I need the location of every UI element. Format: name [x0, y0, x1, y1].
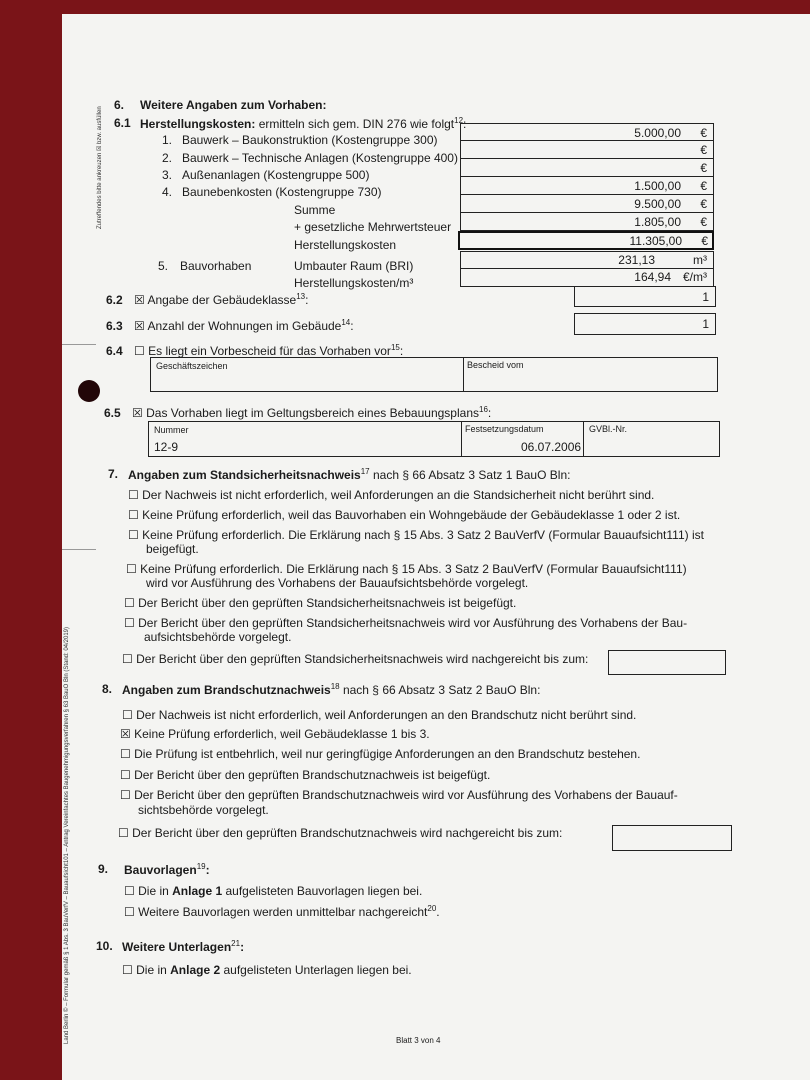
standsicherheit-option[interactable]: ☐ Der Bericht über den geprüften Standsicherheitsnachweis ist beigefügt.: [124, 596, 517, 610]
mwst-field[interactable]: 1.805,00 €: [460, 213, 714, 231]
section-6-5-number: 6.5: [104, 406, 121, 420]
section-6-1-title: Herstellungskosten: ermitteln sich gem. DIN 276 wie folgt$^{12}$:: [140, 116, 467, 131]
table-divider: [583, 422, 584, 456]
section-8-title: Angaben zum Brandschutznachweis$^{18}$ nach § 66 Absatz 3 Satz 2 BauO Bln:: [122, 682, 541, 697]
checkbox-checked: ☒: [134, 319, 145, 333]
checkbox-checked: ☒: [134, 293, 145, 307]
standsicherheit-option[interactable]: ☐ Keine Prüfung erforderlich, weil das Bauvorhaben ein Wohngebäude der Gebäudeklasse 1 oder 2 ist.: [128, 508, 681, 522]
table-divider: [461, 422, 462, 456]
checkbox-unchecked: ☐: [122, 963, 133, 977]
bebauungsplan-table: [148, 421, 720, 457]
standsicherheit-option[interactable]: ☐ Der Nachweis ist nicht erforderlich, weil Anforderungen an die Standsicherheit nicht berührt sind.: [128, 488, 655, 502]
section-7-title: Angaben zum Standsicherheitsnachweis$^{17}$ nach § 66 Absatz 3 Satz 1 BauO Bln:: [128, 467, 571, 482]
geschaeftszeichen-label: Geschäftszeichen: [156, 361, 228, 371]
unterlagen-option[interactable]: ☐ Die in Anlage 2 aufgelisteten Unterlagen liegen bei.: [122, 963, 412, 977]
brandschutz-option-cont: sichtsbehörde vorgelegt.: [138, 803, 269, 817]
bebauungsplan-checkbox-row[interactable]: ☒ Das Vorhaben liegt im Geltungsbereich eines Bebauungsplans$^{16}$:: [132, 405, 492, 420]
checkbox-checked: ☒: [120, 727, 131, 741]
bescheid-vom-label: Bescheid vom: [467, 360, 524, 370]
cost-item-number: 1.: [162, 133, 173, 147]
section-10-title: Weitere Unterlagen$^{21}$:: [122, 939, 245, 954]
cost-item-number: 2.: [162, 151, 173, 165]
checkbox-unchecked: ☐: [124, 884, 135, 898]
wohnungen-field[interactable]: 1: [574, 313, 716, 335]
checkbox-unchecked: ☐: [124, 905, 135, 919]
checkbox-unchecked: ☐: [134, 344, 145, 358]
checkbox-unchecked: ☐: [122, 652, 133, 666]
side-note-bottom: Land Berlin © – Formular gemäß § 1 Abs. 3 BauVerfV – Bauaufsicht101 – Antrag Vereinfachtes Baugenehmigungsverfahren § 63 BauO Bln (Stand: 04/2019): [64, 626, 70, 1044]
gebaeudeklasse-checkbox-row[interactable]: ☒ Angabe der Gebäudeklasse$^{13}$:: [134, 292, 309, 307]
checkbox-unchecked: ☐: [124, 616, 135, 630]
vorbescheid-checkbox-row[interactable]: ☐ Es liegt ein Vorbescheid für das Vorhaben vor$^{15}$:: [134, 343, 404, 358]
hk-per-m3-field[interactable]: 164,94 €/m³: [460, 269, 714, 287]
bri-label: Umbauter Raum (BRI): [294, 259, 414, 273]
section-6-number: 6.: [114, 98, 125, 112]
summe-field[interactable]: 9.500,00 €: [460, 195, 714, 213]
section-6-1-number: 6.1: [114, 116, 131, 130]
standsicherheit-date-field[interactable]: [608, 650, 726, 675]
brandschutz-option[interactable]: ☐ Der Bericht über den geprüften Brandschutznachweis wird nachgereicht bis zum:: [118, 826, 563, 840]
punch-hole: [78, 380, 100, 402]
section-10-number: 10.: [96, 939, 113, 953]
checkbox-unchecked: ☐: [120, 747, 131, 761]
hk-per-m3-label: Herstellungskosten/m³: [294, 276, 414, 290]
section-7-number: 7.: [108, 467, 119, 481]
checkbox-checked: ☒: [132, 406, 143, 420]
section-9-number: 9.: [98, 862, 109, 876]
cost-item-number: 3.: [162, 168, 173, 182]
standsicherheit-option[interactable]: ☐ Keine Prüfung erforderlich. Die Erklärung nach § 15 Abs. 3 Satz 2 BauVerfV (Formular Bauaufsicht111): [126, 562, 687, 576]
form-sheet: [62, 14, 810, 1080]
section-6-title: Weitere Angaben zum Vorhaben:: [140, 98, 327, 112]
wohnungen-checkbox-row[interactable]: ☒ Anzahl der Wohnungen im Gebäude$^{14}$:: [134, 318, 354, 333]
bauvorlagen-option[interactable]: ☐ Die in Anlage 1 aufgelisteten Bauvorlagen liegen bei.: [124, 884, 423, 898]
fold-mark: [62, 344, 96, 345]
standsicherheit-option-cont: wird vor Ausführung des Vorhabens der Bauaufsichtsbehörde vorgelegt.: [146, 576, 529, 590]
standsicherheit-option[interactable]: ☐ Keine Prüfung erforderlich. Die Erklärung nach § 15 Abs. 3 Satz 2 BauVerfV (Formular Bauaufsicht111) ist: [128, 528, 704, 542]
cost-item-label: Bauwerk – Technische Anlagen (Kostengruppe 400): [182, 151, 458, 165]
brandschutz-option[interactable]: ☐ Der Bericht über den geprüften Brandschutznachweis ist beigefügt.: [120, 768, 491, 782]
brandschutz-date-field[interactable]: [612, 825, 732, 851]
nummer-value[interactable]: 12-9: [154, 440, 179, 454]
checkbox-unchecked: ☐: [118, 826, 129, 840]
festsetzungsdatum-label: Festsetzungsdatum: [465, 424, 544, 434]
fold-mark: [62, 549, 96, 550]
standsicherheit-option-cont: aufsichtsbehörde vorgelegt.: [144, 630, 292, 644]
brandschutz-option[interactable]: ☐ Der Bericht über den geprüften Brandschutznachweis wird vor Ausführung des Vorhabens der Bauauf-: [120, 788, 678, 802]
nummer-label: Nummer: [154, 425, 189, 435]
bri-field[interactable]: 231,13 m³: [460, 251, 714, 269]
checkbox-unchecked: ☐: [128, 488, 139, 502]
brandschutz-option[interactable]: ☒ Keine Prüfung erforderlich, weil Gebäudeklasse 1 bis 3.: [120, 727, 430, 741]
brandschutz-option[interactable]: ☐ Der Nachweis ist nicht erforderlich, weil Anforderungen an den Brandschutz nicht berührt sind.: [122, 708, 637, 722]
vorbescheid-table: [150, 357, 718, 392]
bauvorlagen-option[interactable]: ☐ Weitere Bauvorlagen werden unmittelbar nachgereicht$^{20}$.: [124, 904, 440, 919]
section-6-4-number: 6.4: [106, 344, 123, 358]
section-9-title: Bauvorlagen$^{19}$:: [124, 862, 210, 877]
checkbox-unchecked: ☐: [122, 708, 133, 722]
cost-item-label: Außenanlagen (Kostengruppe 500): [182, 168, 370, 182]
table-divider: [463, 358, 464, 391]
summe-label: Summe: [294, 203, 336, 217]
brandschutz-option[interactable]: ☐ Die Prüfung ist entbehrlich, weil nur geringfügige Anforderungen an den Brandschutz bestehen.: [120, 747, 641, 761]
standsicherheit-option[interactable]: ☐ Der Bericht über den geprüften Standsicherheitsnachweis wird vor Ausführung des Vorhabens der Bau-: [124, 616, 688, 630]
checkbox-unchecked: ☐: [126, 562, 137, 576]
cost-field-400[interactable]: €: [460, 141, 714, 159]
checkbox-unchecked: ☐: [120, 768, 131, 782]
side-note-top: Zutreffendes bitte ankreuzen ☒ bzw. ausfüllen: [97, 106, 103, 229]
standsicherheit-option-cont: beigefügt.: [146, 542, 199, 556]
gvbl-nr-label: GVBl.-Nr.: [589, 424, 628, 434]
bauvorhaben-label: Bauvorhaben: [180, 259, 252, 273]
section-8-number: 8.: [102, 682, 113, 696]
gebaeudeklasse-field[interactable]: 1: [574, 286, 716, 307]
standsicherheit-option[interactable]: ☐ Der Bericht über den geprüften Standsicherheitsnachweis wird nachgereicht bis zum:: [122, 652, 589, 666]
cost-field-730[interactable]: 1.500,00 €: [460, 177, 714, 195]
cost-item-number: 4.: [162, 185, 173, 199]
mwst-label: + gesetzliche Mehrwertsteuer: [294, 220, 452, 234]
cost-field-500[interactable]: €: [460, 159, 714, 177]
cost-item-label: Baunebenkosten (Kostengruppe 730): [182, 185, 382, 199]
herstellungskosten-field[interactable]: 11.305,00 €: [458, 231, 714, 250]
checkbox-unchecked: ☐: [120, 788, 131, 802]
section-6-3-number: 6.3: [106, 319, 123, 333]
checkbox-unchecked: ☐: [128, 528, 139, 542]
cost-field-300[interactable]: 5.000,00 €: [460, 123, 714, 141]
section-6-2-number: 6.2: [106, 293, 123, 307]
cost-item-label: Bauwerk – Baukonstruktion (Kostengruppe 300): [182, 133, 438, 147]
festsetzungsdatum-value[interactable]: 06.07.2006: [521, 440, 582, 454]
cost-item-number: 5.: [158, 259, 169, 273]
herstellungskosten-label: Herstellungskosten: [294, 238, 397, 252]
page-footer: Blatt 3 von 4: [396, 1036, 441, 1045]
checkbox-unchecked: ☐: [128, 508, 139, 522]
checkbox-unchecked: ☐: [124, 596, 135, 610]
